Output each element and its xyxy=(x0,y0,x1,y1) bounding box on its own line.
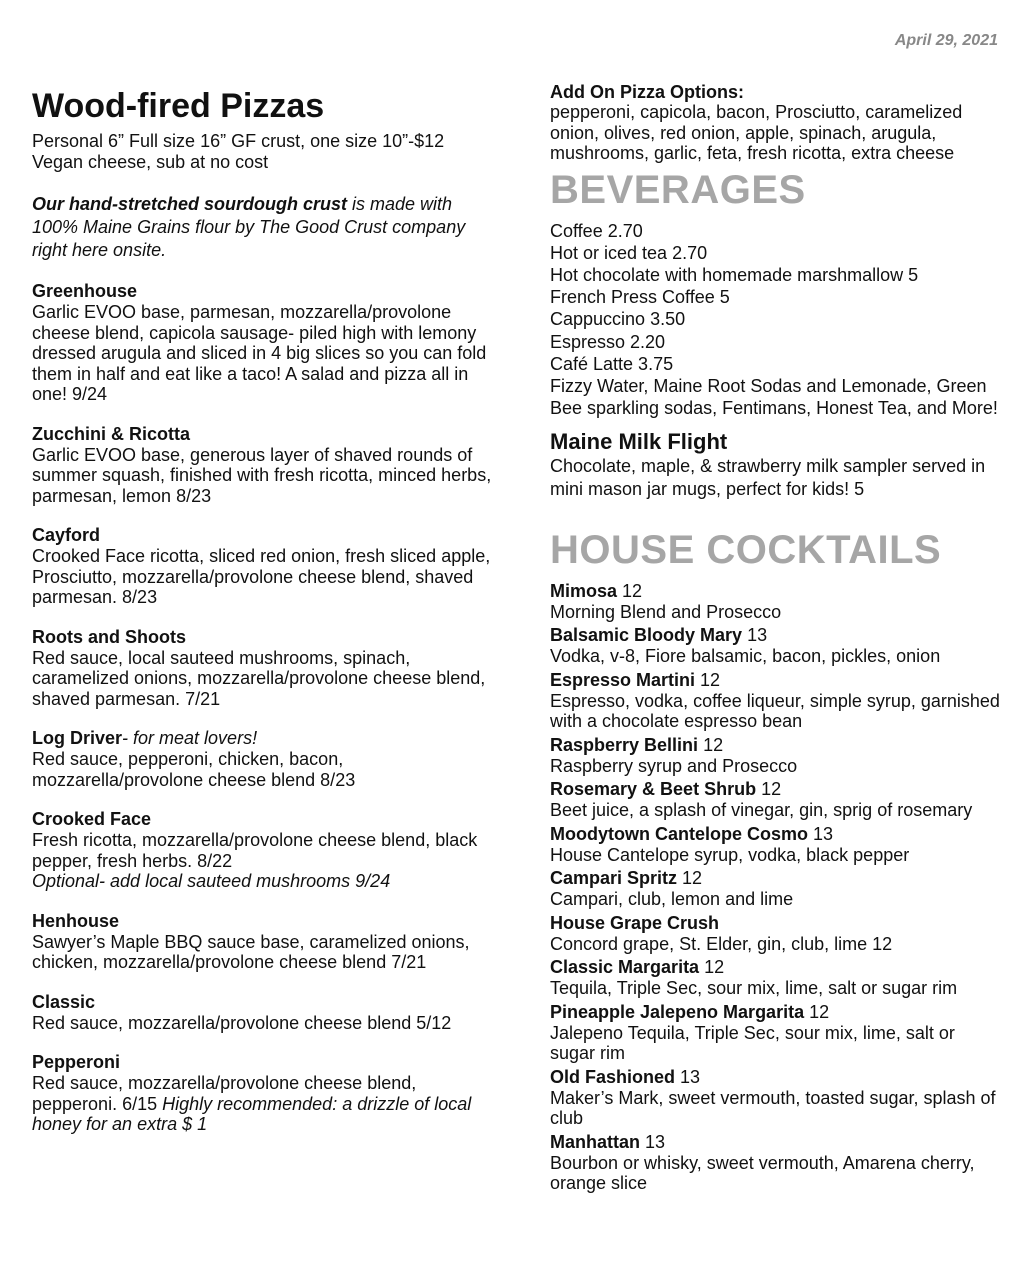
cocktail-price: 13 xyxy=(640,1131,666,1152)
vegan-note: Vegan cheese, sub at no cost xyxy=(32,152,269,173)
pizza-desc: Red sauce, mozzarella/provolone cheese blend, pepperoni. 6/15 xyxy=(32,1073,417,1114)
pizza-name: Pepperoni xyxy=(32,1052,121,1073)
cocktail-item xyxy=(550,778,1000,821)
cocktail-name-line xyxy=(550,580,1000,602)
pizza-extra: Highly recommended: a drizzle of local honey for an extra $ 1 xyxy=(32,1093,472,1135)
beverage-item: Cappuccino 3.50 xyxy=(550,309,686,330)
cocktail-name-line xyxy=(550,1001,1000,1023)
cocktail-name-line xyxy=(550,912,1000,934)
cocktail-desc: Tequila, Triple Sec, sour mix, lime, salt or sugar rim xyxy=(550,978,958,999)
cocktails-title: HOUSE COCKTAILS xyxy=(550,527,942,572)
pizza-item-pepperoni xyxy=(32,1051,492,1135)
addon-title: Add On Pizza Options: xyxy=(550,82,744,102)
crust-intro xyxy=(32,193,492,262)
pizza-item-roots-and-shoots xyxy=(32,626,492,710)
cocktail-item xyxy=(550,956,1000,999)
cocktail-name-line xyxy=(550,1131,1000,1153)
cocktail-desc: Campari, club, lemon and lime xyxy=(550,889,794,910)
pizza-name: Zucchini & Ricotta xyxy=(32,423,191,444)
cocktail-desc: Espresso, vodka, coffee liqueur, simple syrup, garnished with a chocolate espresso bean xyxy=(550,690,1000,732)
cocktail-name: Old Fashioned xyxy=(550,1066,676,1087)
cocktail-desc: Concord grape, St. Elder, gin, club, lime 12 xyxy=(550,933,893,954)
beverage-item: Coffee 2.70 xyxy=(550,220,643,241)
cocktail-price: 12 xyxy=(804,1001,830,1022)
pizza-name: Greenhouse xyxy=(32,281,138,302)
cocktail-name-line xyxy=(550,778,1000,800)
cocktail-name-line xyxy=(550,1066,1000,1088)
pizza-name: Classic xyxy=(32,991,96,1012)
pizza-desc: Crooked Face ricotta, sliced red onion, fresh sliced apple, Prosciutto, mozzarella/provolone cheese blend, shaved parmesan. 8/23 xyxy=(32,546,491,608)
pizza-desc: Garlic EVOO base, parmesan, mozzarella/provolone cheese blend, capicola sausage- piled high with lemony dressed arugula and sliced in 4 big slices so you can fold them in half and eat like a taco! A salad and pizza all in one! 9/24 xyxy=(32,302,487,405)
pizza-section-title: Wood-fired Pizzas xyxy=(32,87,325,125)
cocktail-desc: Morning Blend and Prosecco xyxy=(550,601,782,622)
crust-intro-bold: Our hand-stretched sourdough crust xyxy=(32,194,348,215)
cocktail-item xyxy=(550,1131,1000,1194)
cocktail-name: Mimosa xyxy=(550,580,618,601)
pizza-item-log-driver xyxy=(32,727,492,790)
addon-list: pepperoni, capicola, bacon, Prosciutto, caramelized onion, olives, red onion, apple, spinach, arugula, mushrooms, garlic, feta, fresh ricotta, extra cheese xyxy=(550,102,963,163)
cocktail-name-line xyxy=(550,956,1000,978)
cocktail-price: 13 xyxy=(675,1066,701,1087)
pizza-desc: Red sauce, pepperoni, chicken, bacon, mozzarella/provolone cheese blend 8/23 xyxy=(32,749,356,790)
pizza-name: Cayford xyxy=(32,525,101,546)
beverage-item: Hot chocolate with homemade marshmallow 5 xyxy=(550,264,919,285)
pizza-item-cayford xyxy=(32,524,492,608)
pizza-desc: Garlic EVOO base, generous layer of shaved rounds of summer squash, finished with fresh ricotta, minced herbs, parmesan, lemon 8/23 xyxy=(32,444,492,506)
cocktail-price: 12 xyxy=(695,669,721,690)
cocktail-item xyxy=(550,1001,1000,1064)
cocktail-item xyxy=(550,734,1000,777)
cocktail-desc: Beet juice, a splash of vinegar, gin, sprig of rosemary xyxy=(550,800,973,821)
pizza-name: Log Driver xyxy=(32,728,123,749)
cocktail-item xyxy=(550,823,1000,866)
cocktail-name: Pineapple Jalepeno Margarita xyxy=(550,1001,805,1022)
cocktail-item xyxy=(550,867,1000,910)
pizza-name-line xyxy=(32,727,492,749)
cocktail-item xyxy=(550,624,1000,667)
cocktail-price: 13 xyxy=(742,625,768,646)
pizza-column xyxy=(32,80,492,1135)
cocktail-name-line xyxy=(550,624,1000,646)
drinks-column xyxy=(550,82,1000,1194)
crust-intro-rest: is made with 100% Maine Grains flour by The Good Crust company right here onsite. xyxy=(32,194,466,261)
pizza-item-zucchini-ricotta xyxy=(32,423,492,507)
pizza-desc-line xyxy=(32,1073,492,1135)
pizza-item-crooked-face xyxy=(32,808,492,892)
pizza-name: Henhouse xyxy=(32,910,120,931)
cocktail-name-line xyxy=(550,823,1000,845)
cocktail-price: 12 xyxy=(699,957,725,978)
cocktail-item xyxy=(550,580,1000,623)
cocktail-price: 12 xyxy=(756,779,782,800)
milk-flight-title: Maine Milk Flight xyxy=(550,429,728,455)
pizza-desc: Sawyer’s Maple BBQ sauce base, caramelized onions, chicken, mozzarella/provolone cheese blend 7/21 xyxy=(32,931,470,973)
pizza-desc: Red sauce, mozzarella/provolone cheese blend 5/12 xyxy=(32,1012,452,1033)
pizza-desc: Fresh ricotta, mozzarella/provolone cheese blend, black pepper, fresh herbs. 8/22 xyxy=(32,830,478,871)
cocktail-name-line xyxy=(550,867,1000,889)
cocktail-name-line xyxy=(550,734,1000,756)
pizza-desc: Red sauce, local sauteed mushrooms, spinach, caramelized onions, mozzarella/provolone cheese blend, shaved parmesan. 7/21 xyxy=(32,647,486,709)
beverages-title: BEVERAGES xyxy=(550,167,806,212)
milk-flight-desc: Chocolate, maple, & strawberry milk sampler served in mini mason jar mugs, perfect for kids! 5 xyxy=(550,456,986,499)
pizza-note: - for meat lovers! xyxy=(122,728,258,749)
cocktail-name: Rosemary & Beet Shrub xyxy=(550,779,757,800)
cocktail-desc: House Cantelope syrup, vodka, black pepper xyxy=(550,844,910,865)
cocktail-desc: Vodka, v-8, Fiore balsamic, bacon, pickles, onion xyxy=(550,646,941,667)
cocktail-name: Campari Spritz xyxy=(550,868,678,889)
beverage-item: French Press Coffee 5 xyxy=(550,287,730,308)
cocktail-desc: Raspberry syrup and Prosecco xyxy=(550,755,798,776)
beverage-item: Café Latte 3.75 xyxy=(550,353,674,374)
cocktail-desc: Bourbon or whisky, sweet vermouth, Amarena cherry, orange slice xyxy=(550,1152,975,1194)
cocktail-desc: Jalepeno Tequila, Triple Sec, sour mix, lime, salt or sugar rim xyxy=(550,1022,955,1064)
cocktail-price: 12 xyxy=(698,734,724,755)
pizza-item-henhouse xyxy=(32,910,492,973)
pizza-extra: Optional- add local sauteed mushrooms 9/24 xyxy=(32,871,391,892)
cocktail-name: Moodytown Cantelope Cosmo xyxy=(550,823,808,844)
cocktail-desc: Maker’s Mark, sweet vermouth, toasted sugar, splash of club xyxy=(550,1087,996,1129)
cocktail-price: 13 xyxy=(808,823,834,844)
cocktail-name: Manhattan xyxy=(550,1131,640,1152)
pizza-item-greenhouse xyxy=(32,280,492,405)
cocktail-item xyxy=(550,669,1000,732)
beverage-item: Fizzy Water, Maine Root Sodas and Lemonade, Green Bee sparkling sodas, Fentimans, Honest Tea, and More! xyxy=(550,375,998,419)
menu-date: April 29, 2021 xyxy=(894,32,998,49)
cocktail-price: 12 xyxy=(677,868,703,889)
cocktail-name-line xyxy=(550,669,1000,691)
pizza-item-classic xyxy=(32,991,492,1034)
pizza-name: Crooked Face xyxy=(32,809,152,830)
cocktail-item xyxy=(550,1066,1000,1129)
pizza-sizes: Personal 6” Full size 16” GF crust, one size 10”-$12 xyxy=(32,131,445,152)
cocktail-name: Balsamic Bloody Mary xyxy=(550,625,743,646)
cocktail-name: House Grape Crush xyxy=(550,912,720,933)
beverage-item: Espresso 2.20 xyxy=(550,331,666,352)
cocktail-name: Classic Margarita xyxy=(550,957,700,978)
beverage-item: Hot or iced tea 2.70 xyxy=(550,242,708,263)
cocktail-name: Espresso Martini xyxy=(550,669,696,690)
cocktail-price: 12 xyxy=(617,580,643,601)
pizza-name: Roots and Shoots xyxy=(32,626,186,647)
cocktail-item xyxy=(550,912,1000,955)
cocktail-name: Raspberry Bellini xyxy=(550,734,699,755)
